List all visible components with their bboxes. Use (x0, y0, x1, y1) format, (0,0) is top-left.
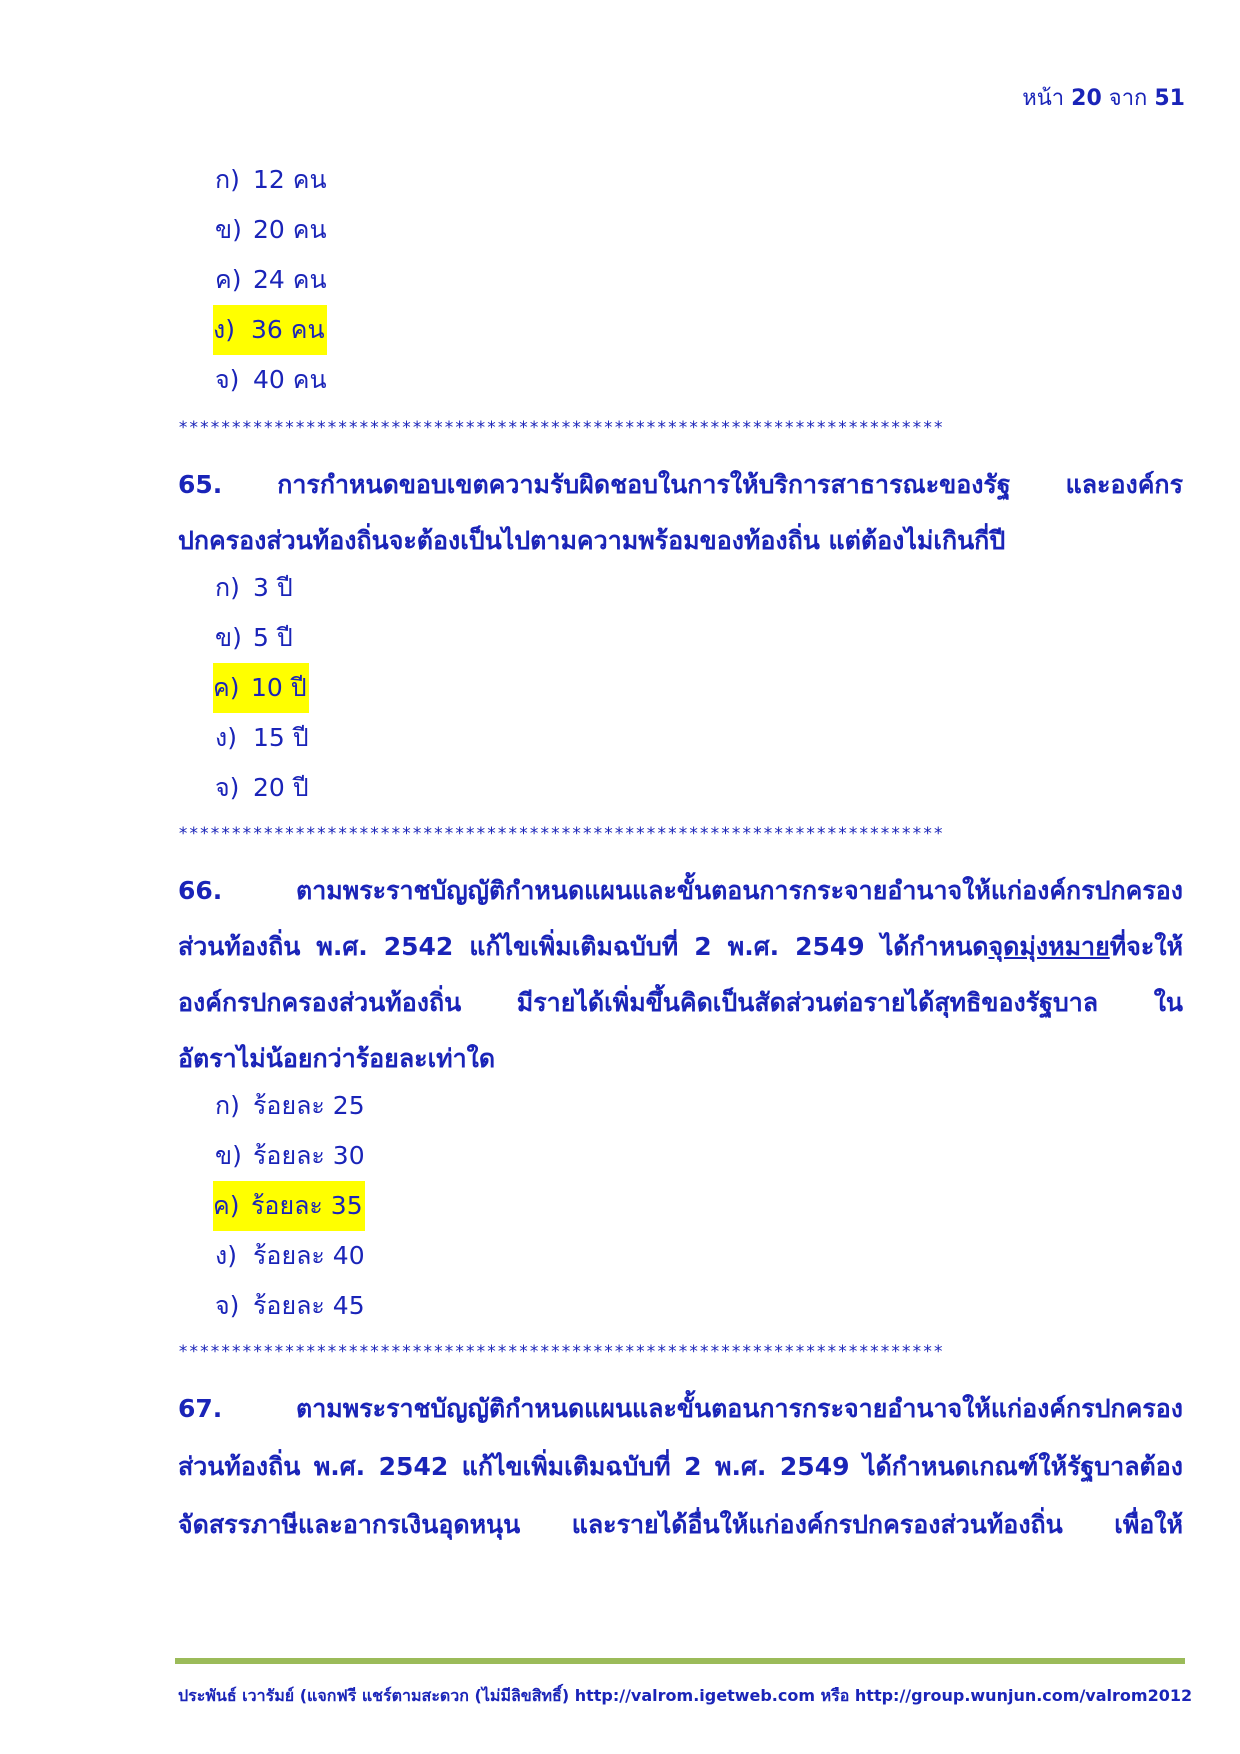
q66-underlined-term: จุดมุ่งหมาย (988, 932, 1110, 961)
q64-option-e: จ) 40 คน (215, 365, 327, 394)
q65-option-c-answer: ค) 10 ปี (213, 663, 309, 713)
q64-option-a: ก) 12 คน (215, 165, 327, 194)
page-of: จาก (1108, 86, 1148, 111)
q67-line-2: ส่วนท้องถิ่น พ.ศ. 2542 แก้ไขเพิ่มเติมฉบับที่ 2 พ.ศ. 2549 ได้กำหนดเกณฑ์ให้รัฐบาลต้อง (178, 1452, 1183, 1481)
footer-credit: ประพันธ์ เวารัมย์ (แจกฟรี แชร์ตามสะดวก (ไม่มีลิขสิทธิ์) http://valrom.igetweb.com หรือ http://group.wunjun.com/valrom2012 (178, 1686, 1193, 1705)
q65-option-a: ก) 3 ปี (215, 573, 293, 602)
q65-option-b: ข) 5 ปี (215, 623, 293, 652)
q65-option-e: จ) 20 ปี (215, 773, 309, 802)
q65-line-1: 65. การกำหนดขอบเขตความรับผิดชอบในการให้บริการสาธารณะของรัฐ และองค์กร (178, 470, 1183, 499)
q66-line-1: 66. ตามพระราชบัญญัติกำหนดแผนและขั้นตอนการกระจายอำนาจให้แก่องค์กรปกครอง (178, 876, 1183, 905)
q66-line-3: องค์กรปกครองส่วนท้องถิ่น มีรายได้เพิ่มขึ้นคิดเป็นสัดส่วนต่อรายได้สุทธิของรัฐบาล ใน (178, 988, 1183, 1017)
q65-option-d: ง) 15 ปี (215, 723, 309, 752)
q66-option-c-answer: ค) ร้อยละ 35 (213, 1181, 365, 1231)
footer-divider (175, 1658, 1185, 1664)
page-prefix: หน้า (1022, 86, 1065, 111)
separator: ************************************************************************ (178, 1342, 944, 1362)
separator: ************************************************************************ (178, 418, 944, 438)
q64-option-b: ข) 20 คน (215, 215, 327, 244)
q66-line-2: ส่วนท้องถิ่น พ.ศ. 2542 แก้ไขเพิ่มเติมฉบับที่ 2 พ.ศ. 2549 ได้กำหนดจุดมุ่งหมายที่จะให้ (178, 932, 1183, 961)
page-number (1022, 80, 1185, 115)
page-total: 51 (1154, 86, 1185, 111)
q66-option-a: ก) ร้อยละ 25 (215, 1091, 365, 1120)
q66-option-d: ง) ร้อยละ 40 (215, 1241, 365, 1270)
q67-line-3: จัดสรรภาษีและอากรเงินอุดหนุน และรายได้อื่นให้แก่องค์กรปกครองส่วนท้องถิ่น เพื่อให้ (178, 1510, 1183, 1539)
q66-option-e: จ) ร้อยละ 45 (215, 1291, 365, 1320)
q66-option-b: ข) ร้อยละ 30 (215, 1141, 365, 1170)
q64-option-d-answer: ง) 36 คน (213, 305, 327, 355)
separator: ************************************************************************ (178, 824, 944, 844)
q66-line-4: อัตราไม่น้อยกว่าร้อยละเท่าใด (178, 1044, 496, 1073)
page-current: 20 (1071, 86, 1102, 111)
q67-line-1: 67. ตามพระราชบัญญัติกำหนดแผนและขั้นตอนการกระจายอำนาจให้แก่องค์กรปกครอง (178, 1394, 1183, 1423)
q64-option-c: ค) 24 คน (215, 265, 327, 294)
q65-line-2: ปกครองส่วนท้องถิ่นจะต้องเป็นไปตามความพร้อมของท้องถิ่น แต่ต้องไม่เกินกี่ปี (178, 526, 1006, 555)
